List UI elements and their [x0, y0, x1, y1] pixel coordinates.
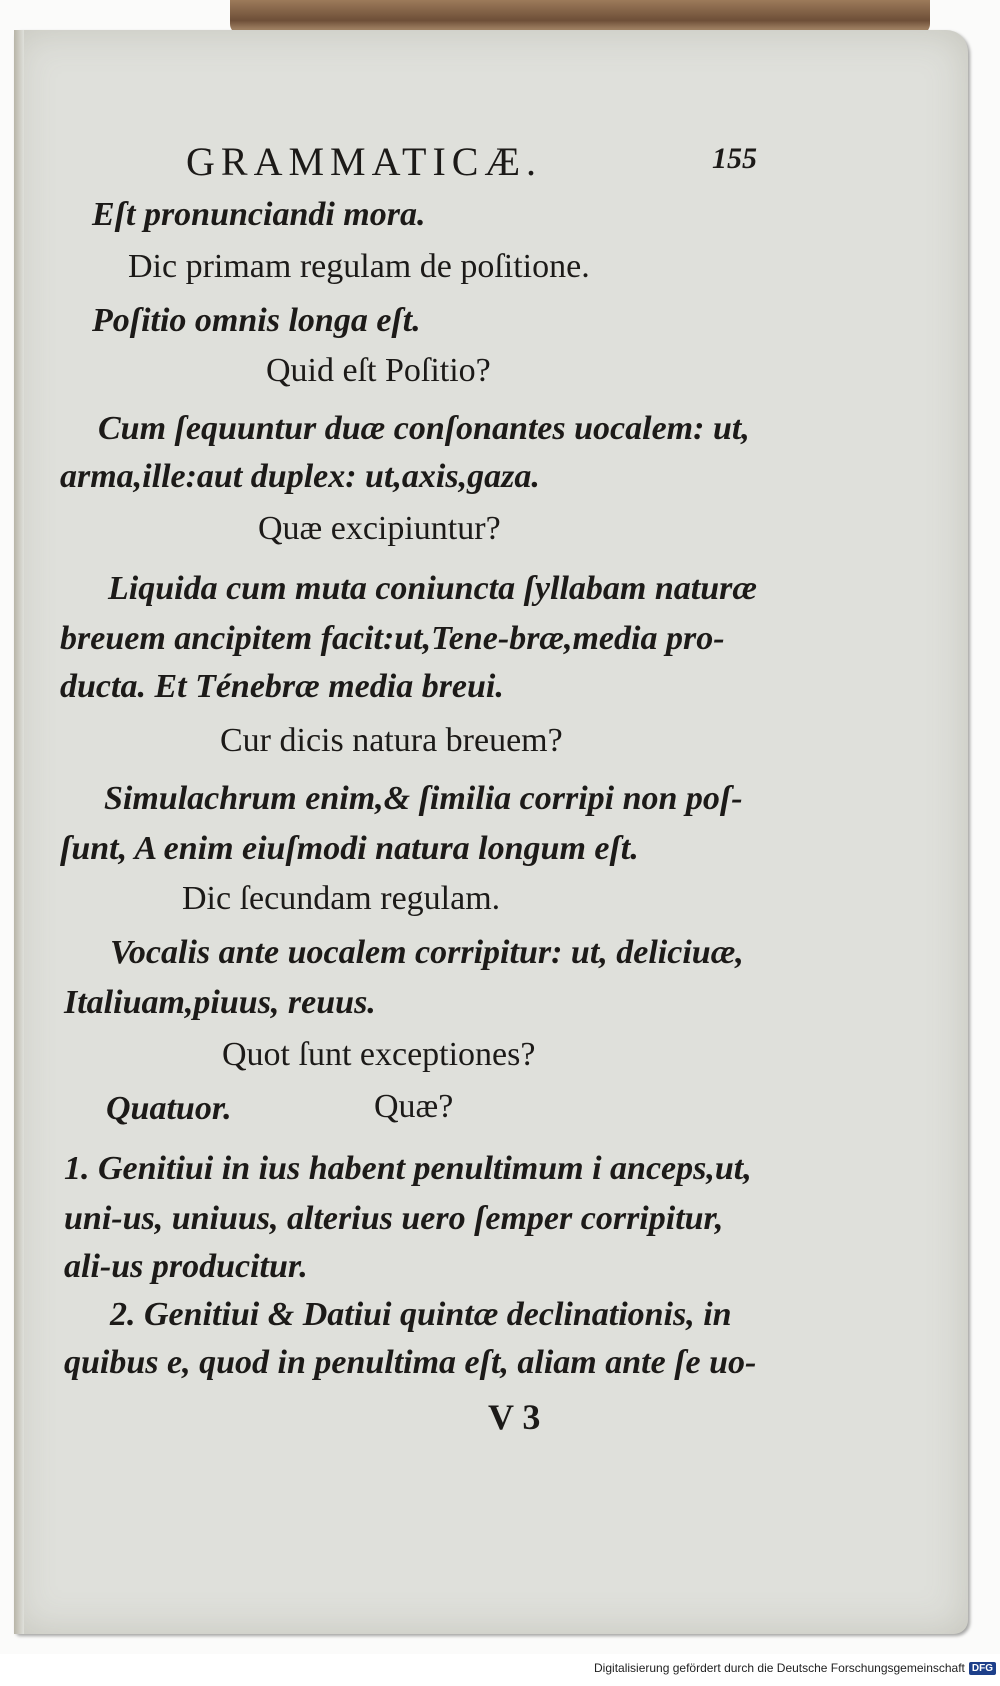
text-line: ducta. Et Ténebræ media breui.	[60, 668, 504, 705]
binding-strip	[230, 0, 930, 34]
text-line: Quot ſunt exceptiones?	[222, 1036, 536, 1073]
text-line: Liquida cum muta coniuncta ſyllabam naturæ	[108, 570, 757, 607]
signature-mark: V 3	[488, 1397, 541, 1437]
text-line: uni-us, uniuus, alterius uero ſemper corripitur,	[64, 1200, 724, 1237]
text-line: Dic primam regulam de poſitione.	[128, 248, 590, 285]
text-line: Quæ excipiuntur?	[258, 510, 501, 547]
text-line: Cum ſequuntur duæ conſonantes uocalem: ut,	[98, 410, 750, 447]
text-line: ſunt, A enim eiuſmodi natura longum eſt.	[60, 830, 639, 867]
running-title: GRAMMATICÆ.	[186, 139, 543, 184]
text-line: ali-us producitur.	[64, 1248, 308, 1285]
text-line: Poſitio omnis longa eſt.	[92, 302, 421, 339]
text-line: Dic ſecundam regulam.	[182, 880, 501, 917]
text-line: 1. Genitiui in ius habent penultimum i anceps,ut,	[64, 1150, 752, 1187]
text-line: Eſt pronunciandi mora.	[92, 196, 426, 233]
text-line: arma,ille:aut duplex: ut,axis,gaza.	[60, 458, 540, 495]
text-line: Italiuam,piuus, reuus.	[64, 984, 376, 1021]
text-line: Quatuor.	[106, 1090, 232, 1127]
text-line: Cur dicis natura breuem?	[220, 722, 563, 759]
text-line: breuem ancipitem facit:ut,Tene-bræ,media pro-	[60, 620, 725, 657]
text-line: 2. Genitiui & Datiui quintæ declinationis, in	[110, 1296, 732, 1333]
dfg-logo-icon: DFG	[969, 1662, 996, 1675]
page-gutter-edge	[14, 30, 24, 1634]
text-line: Quid eſt Poſitio?	[266, 352, 491, 389]
text-line: Vocalis ante uocalem corripitur: ut, deliciuæ,	[110, 934, 744, 971]
credit-text: Digitalisierung gefördert durch die Deutsche Forschungsgemeinschaft	[594, 1661, 965, 1675]
page-number: 155	[712, 142, 757, 175]
digitization-credit	[594, 1658, 996, 1678]
text-line: quibus e, quod in penultima eſt, aliam ante ſe uo-	[64, 1344, 757, 1381]
text-line: Quæ?	[374, 1088, 454, 1125]
text-line: Simulachrum enim,& ſimilia corripi non poſ-	[104, 780, 743, 817]
